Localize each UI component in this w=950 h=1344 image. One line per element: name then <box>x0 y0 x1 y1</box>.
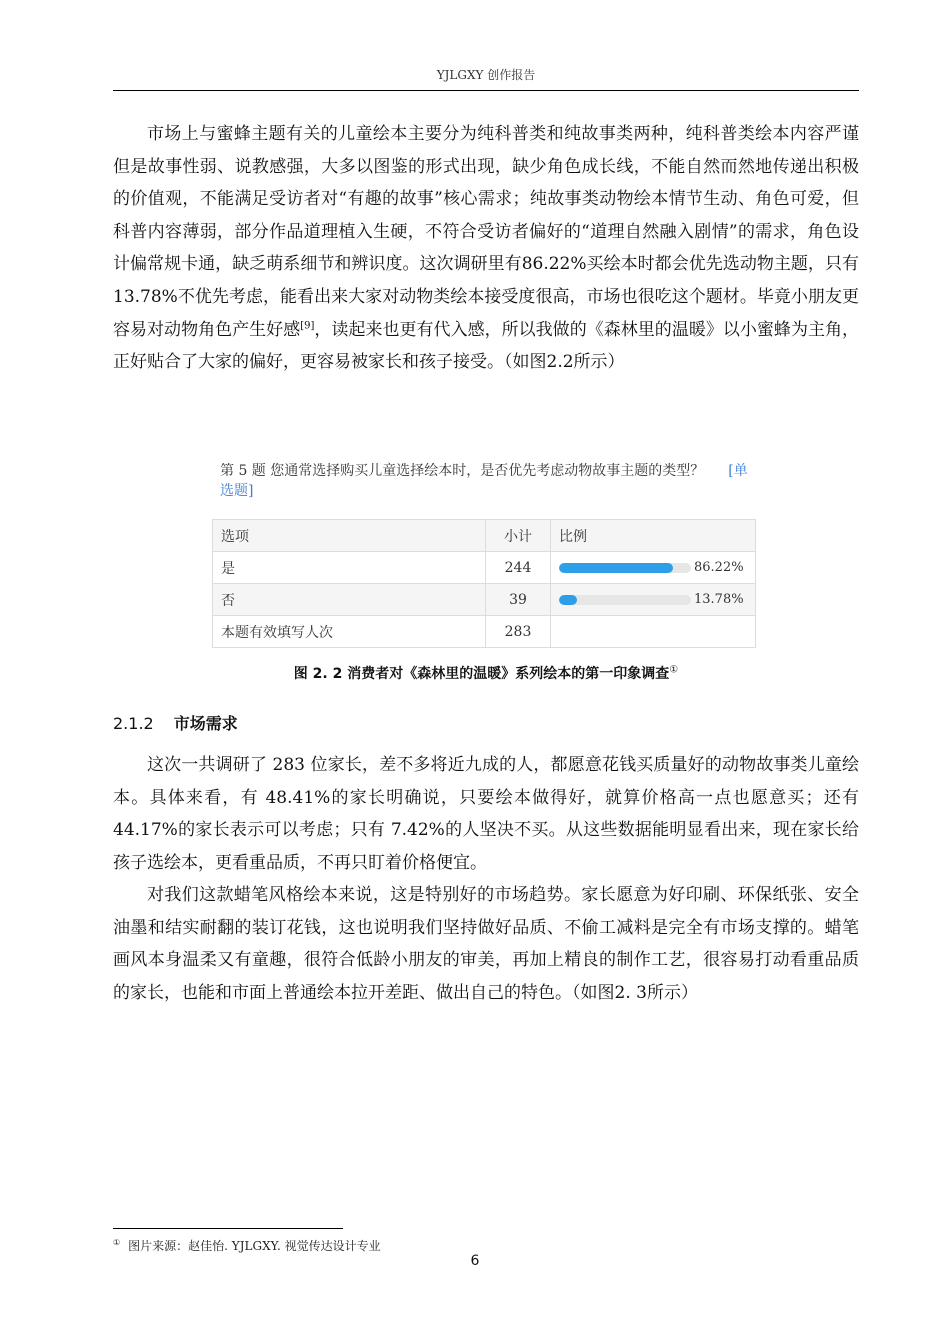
header-ratio: 比例 <box>551 520 756 552</box>
ratio-percent: 86.22% <box>694 560 744 575</box>
table-total-row <box>213 616 756 648</box>
survey-result-figure <box>212 461 756 648</box>
page-number: 6 <box>470 1253 480 1269</box>
ratio-cell <box>551 552 756 584</box>
ratio-percent: 13.78% <box>694 592 744 607</box>
option-label: 否 <box>213 584 486 616</box>
ratio-cell <box>551 584 756 616</box>
empty-cell <box>551 616 756 648</box>
table-row <box>213 552 756 584</box>
header-count: 小计 <box>486 520 551 552</box>
ratio-bar-track <box>559 563 691 573</box>
section-number: 2.1.2 <box>113 714 154 733</box>
section-heading <box>113 711 238 734</box>
table-header-row <box>213 520 756 552</box>
paragraph-demand-data: 这次一共调研了 283 位家长，差不多将近九成的人，都愿意花钱买质量好的动物故事类儿童绘本。具体来看，有 48.41%的家长明确说，只要绘本做得好，就算价格高一点也愿意买；还有 44.17%的家长表示可以考虑；只有 7.42%的人坚决不买。从这些数据能明显看出来，现在家长给孩子选绘本，更看重品质，不再只盯着价格便宜。 <box>113 755 859 873</box>
ratio-bar-fill <box>559 595 577 605</box>
option-count: 39 <box>486 584 551 616</box>
total-label: 本题有效填写人次 <box>213 616 486 648</box>
table-row <box>213 584 756 616</box>
figure-caption <box>113 663 859 683</box>
footnote-mark: ① <box>113 1238 121 1247</box>
paragraph-market-trend: 对我们这款蜡笔风格绘本来说，这是特别好的市场趋势。家长愿意为好印刷、环保纸张、安全油墨和结实耐翻的装订花钱，这也说明我们坚持做好品质、不偷工减料是完全有市场支撑的。蜡笔画风本身温柔又有童趣，很符合低龄小朋友的审美，再加上精良的制作工艺，很容易打动看重品质的家长，也能和市面上普通绘本拉开差距、做出自己的特色。（如图2. 3所示） <box>113 885 859 1003</box>
option-label: 是 <box>213 552 486 584</box>
footnote-marker[interactable]: ① <box>669 664 679 676</box>
paragraph-text: 市场上与蜜蜂主题有关的儿童绘本主要分为纯科普类和纯故事类两种，纯科普类绘本内容严谨但是故事性弱、说教感强，大多以图鉴的形式出现，缺少角色成长线，不能自然而然地传递出积极的价值观，不能满足受访者对“有趣的故事”核心需求；纯故事类动物绘本情节生动、角色可爱，但科普内容薄弱，部分作品道理植入生硬，不符合受访者偏好的“道理自然融入剧情”的需求，角色设计偏常规卡通，缺乏萌系细节和辨识度。这次调研里有86.22%买绘本时都会优先选动物主题，只有13.78%不优先考虑，能看出来大家对动物类绘本接受度很高，市场也很吃这个题材。毕竟小朋友更容易对动物角色产生好感 <box>113 124 859 340</box>
citation-ref[interactable]: [9] <box>300 319 315 331</box>
paragraph-market-analysis <box>113 118 859 379</box>
section-title: 市场需求 <box>173 714 238 733</box>
total-count: 283 <box>486 616 551 648</box>
footnote-divider <box>113 1228 343 1229</box>
survey-question <box>212 461 756 501</box>
header-option: 选项 <box>213 520 486 552</box>
ratio-bar-track <box>559 595 691 605</box>
footnote <box>113 1237 381 1254</box>
ratio-bar-fill <box>559 563 673 573</box>
option-count: 244 <box>486 552 551 584</box>
survey-table <box>212 519 756 648</box>
question-text: 第 5 题 您通常选择购买儿童选择绘本时，是否优先考虑动物故事主题的类型？ <box>220 463 705 479</box>
caption-text: 图 2. 2 消费者对《森林里的温暖》系列绘本的第一印象调查 <box>293 666 670 682</box>
page-header: YJLGXY 创作报告 <box>113 66 859 91</box>
footnote-text: 图片来源：赵佳怡. YJLGXY. 视觉传达设计专业 <box>128 1239 381 1253</box>
paragraph-text: ，读起来也更有代入感，所以我做的《森林里的温暖》以小蜜蜂为主角，正好贴合了大家的偏好，更容易被家长和孩子接受。（如图2.2所示） <box>113 319 860 373</box>
question-type-tag: [单选题] <box>220 463 748 499</box>
